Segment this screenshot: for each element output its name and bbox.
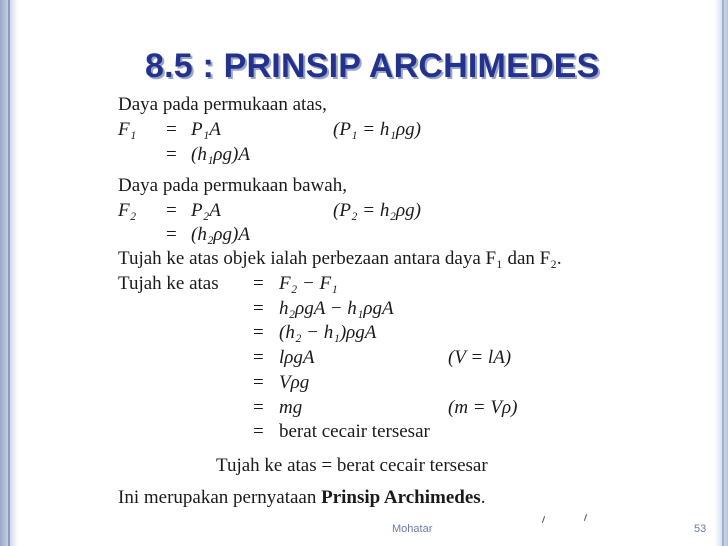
equals-sign: = — [253, 397, 264, 418]
expr-h2pga: (h₂ρg)A — [191, 224, 250, 245]
final-prefix: Ini merupakan pernyataan — [118, 487, 322, 508]
scan-mark — [584, 514, 587, 521]
label-f2: F₂ — [118, 200, 137, 221]
text-tujah-perbezaan: Tujah ke atas objek ialah perbezaan antara daya F₁ dan F₂. — [118, 248, 562, 269]
label-tujah: Tujah ke atas — [118, 273, 219, 294]
equals-sign: = — [166, 224, 177, 245]
equals-sign: = — [253, 421, 264, 442]
equals-sign: = — [166, 144, 177, 165]
equals-sign: = — [166, 119, 177, 140]
left-border-line — [8, 0, 10, 546]
text-daya-bawah: Daya pada permukaan bawah, — [118, 175, 347, 196]
equals-sign: = — [253, 372, 264, 393]
right-border-line — [722, 0, 724, 546]
note-v: (V = lA) — [448, 347, 512, 368]
expr-lpga: lρgA — [279, 347, 315, 368]
text-daya-atas: Daya pada permukaan atas, — [118, 94, 327, 115]
final-statement — [118, 487, 485, 509]
equals-sign: = — [253, 347, 264, 368]
expr-p2a: P₂A — [191, 200, 221, 221]
expr-h2-h1: h₂ρgA − h₁ρgA — [279, 298, 394, 319]
footer-page-number: 53 — [694, 523, 707, 535]
equals-sign: = — [253, 298, 264, 319]
note-p2: (P₂ = h₂ρg) — [333, 200, 421, 221]
statement-tujah: Tujah ke atas = berat cecair tersesar — [216, 455, 488, 476]
expr-mg: mg — [279, 397, 303, 418]
label-f1: F₁ — [118, 119, 137, 140]
footer-author: Mohatar — [392, 523, 433, 535]
slide-title: 8.5 : PRINSIP ARCHIMEDES — [145, 47, 600, 85]
final-bold-text: Prinsip Archimedes — [321, 487, 481, 508]
equals-sign: = — [166, 200, 177, 221]
expr-h1pga: (h₁ρg)A — [191, 144, 250, 165]
equals-sign: = — [253, 273, 264, 294]
expr-f2-f1: F₂ − F₁ — [279, 273, 338, 294]
equals-sign: = — [253, 322, 264, 343]
expr-berat: berat cecair tersesar — [279, 421, 430, 442]
note-p1: (P₁ = h₁ρg) — [333, 119, 421, 140]
expr-vpg: Vρg — [279, 372, 310, 393]
right-border — [714, 0, 728, 546]
note-m: (m = Vρ) — [448, 397, 518, 418]
left-border — [0, 0, 18, 546]
expr-p1a: P₁A — [191, 119, 221, 140]
scan-mark — [542, 516, 545, 523]
expr-diff-h: (h₂ − h₁)ρgA — [279, 322, 377, 343]
final-suffix: . — [480, 487, 486, 508]
